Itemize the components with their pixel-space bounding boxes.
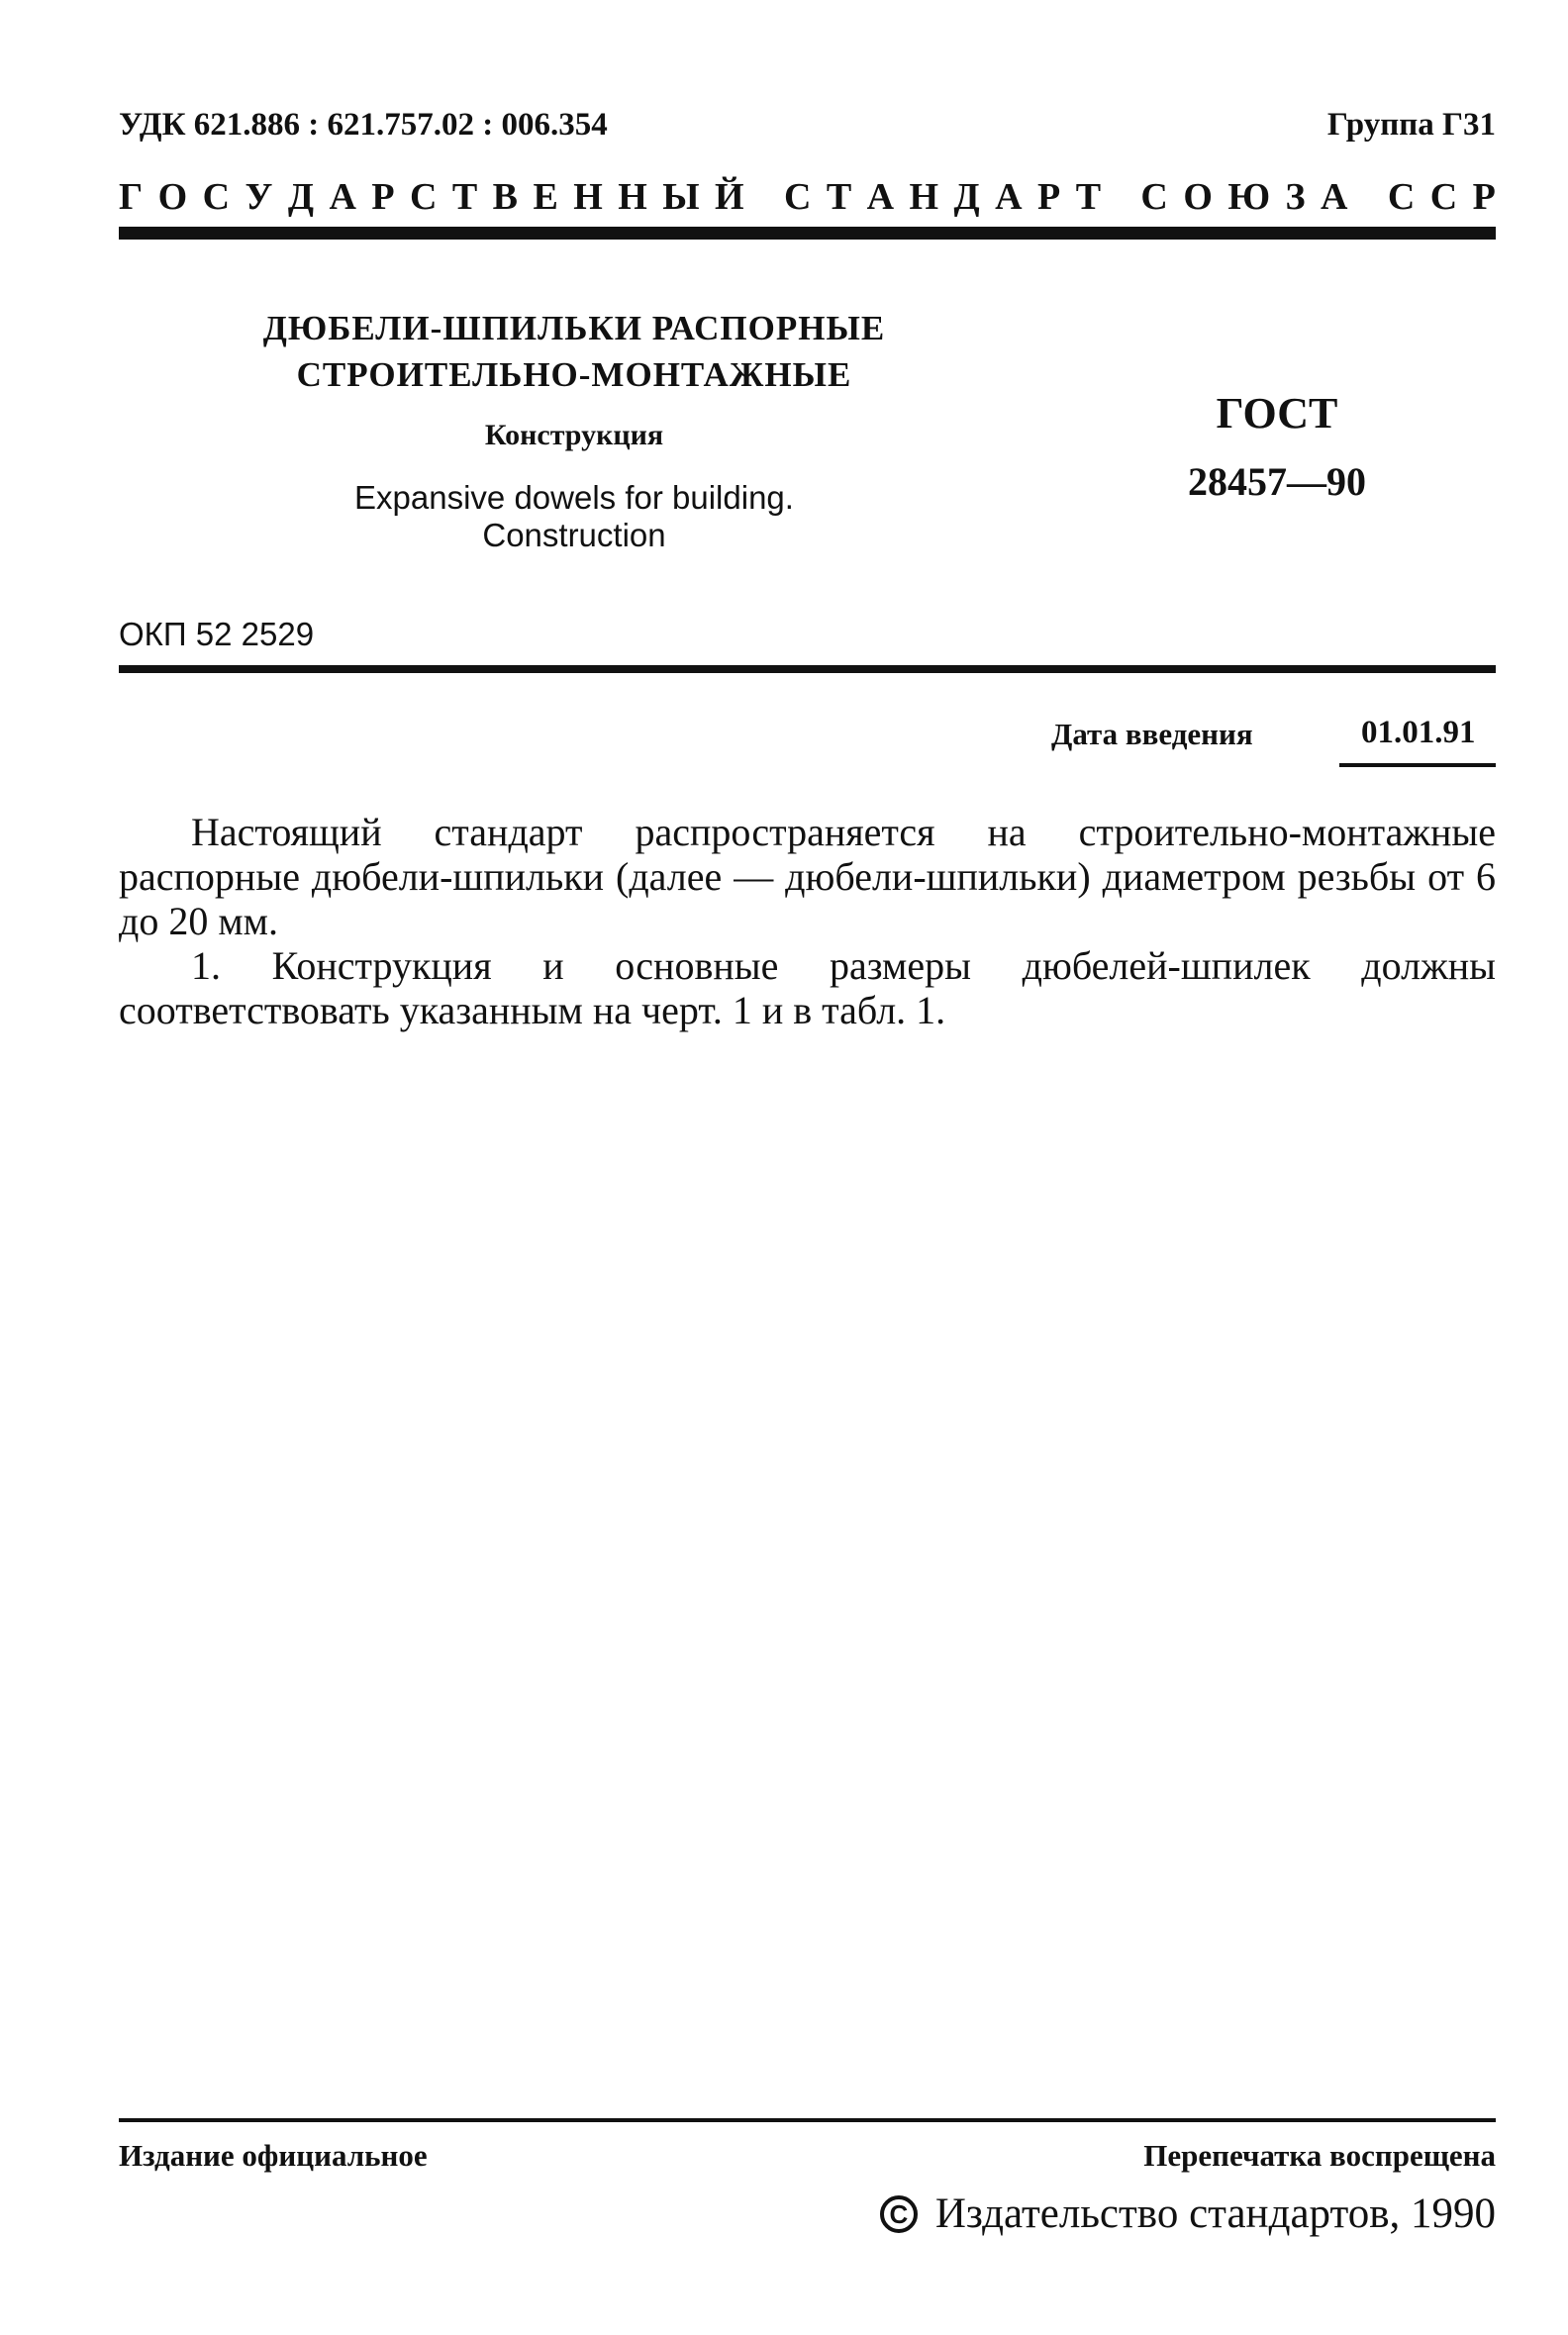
- footer-rule: [119, 2118, 1496, 2122]
- heading-letter: З: [1285, 176, 1306, 218]
- heading-letter: У: [245, 176, 273, 218]
- heading-word-gap: [759, 175, 769, 219]
- heading-letter: А: [1321, 176, 1348, 218]
- document-title: [228, 305, 921, 398]
- group-code: Группа Г31: [1326, 107, 1496, 143]
- heading-letter: Т: [1075, 176, 1102, 218]
- english-title: Expansive dowels for building. Construction: [354, 479, 794, 553]
- copyright-icon: C: [880, 2195, 918, 2233]
- heading-letter: А: [329, 176, 356, 218]
- heading-letter: Н: [618, 176, 647, 218]
- heading-letter: В: [492, 176, 519, 218]
- heading-letter: Д: [953, 176, 980, 218]
- heading-word-gap: [1116, 175, 1126, 219]
- copyright-line: [880, 2189, 1496, 2238]
- intro-date-underline: [1339, 763, 1496, 767]
- heading-letter: Р: [1472, 176, 1496, 218]
- heading-word-gap: [1363, 175, 1373, 219]
- heading-letter: Ю: [1227, 176, 1271, 218]
- heading-letter: Д: [287, 176, 314, 218]
- heading-letter: Ы: [662, 176, 700, 218]
- heading-letter: О: [1183, 176, 1213, 218]
- intro-date-value: 01.01.91: [1361, 715, 1476, 750]
- heading-letter: С: [1429, 176, 1458, 218]
- heading-letter: Т: [451, 176, 478, 218]
- udk-code: УДК 621.886 : 621.757.02 : 006.354: [119, 107, 608, 143]
- document-subtitle: Конструкция: [484, 419, 664, 451]
- edition-note: Издание официальное: [119, 2138, 428, 2173]
- title-line-2: СТРОИТЕЛЬНО-МОНТАЖНЫЕ: [296, 355, 852, 394]
- title-line-1: ДЮБЕЛИ-ШПИЛЬКИ РАСПОРНЫЕ: [262, 309, 886, 347]
- heading-letter: С: [409, 176, 438, 218]
- gost-number: 28457—90: [1188, 459, 1366, 504]
- header-rule: [119, 227, 1496, 240]
- heading-letter: О: [157, 176, 188, 218]
- heading-letter: Й: [715, 176, 744, 218]
- heading-letter: С: [1387, 176, 1416, 218]
- heading-letter: Р: [1037, 176, 1061, 218]
- heading-letter: Г: [119, 176, 144, 218]
- body-text: [119, 810, 1496, 1032]
- copyright-text: Издательство стандартов, 1990: [934, 2190, 1496, 2237]
- gost-label: ГОСТ: [1216, 389, 1338, 438]
- heading-letter: А: [995, 176, 1023, 218]
- heading-letter: А: [866, 176, 895, 218]
- paragraph-construction: 1. Конструкция и основные размеры дюбелей-шпилек должны соответствовать указанным на черт. 1 и в табл. 1.: [119, 943, 1496, 1032]
- heading-letter: С: [783, 176, 812, 218]
- heading-letter: Н: [573, 176, 603, 218]
- reprint-note: Перепечатка воспрещена: [1143, 2138, 1496, 2173]
- heading-letter: Е: [533, 176, 558, 218]
- heading-letter: Т: [826, 176, 852, 218]
- state-standard-heading: [119, 175, 1496, 219]
- heading-letter: С: [1140, 176, 1168, 218]
- section-rule: [119, 665, 1496, 673]
- heading-letter: Р: [371, 176, 395, 218]
- heading-letter: Н: [909, 176, 939, 218]
- heading-letter: С: [202, 176, 231, 218]
- okp-code: ОКП 52 2529: [119, 616, 315, 652]
- intro-date-label: Дата введения: [1051, 717, 1253, 751]
- paragraph-scope: Настоящий стандарт распространяется на строительно-монтажные распорные дюбели-шпильки (далее — дюбели-шпильки) диаметром резьбы от 6 до 20 мм.: [119, 810, 1496, 943]
